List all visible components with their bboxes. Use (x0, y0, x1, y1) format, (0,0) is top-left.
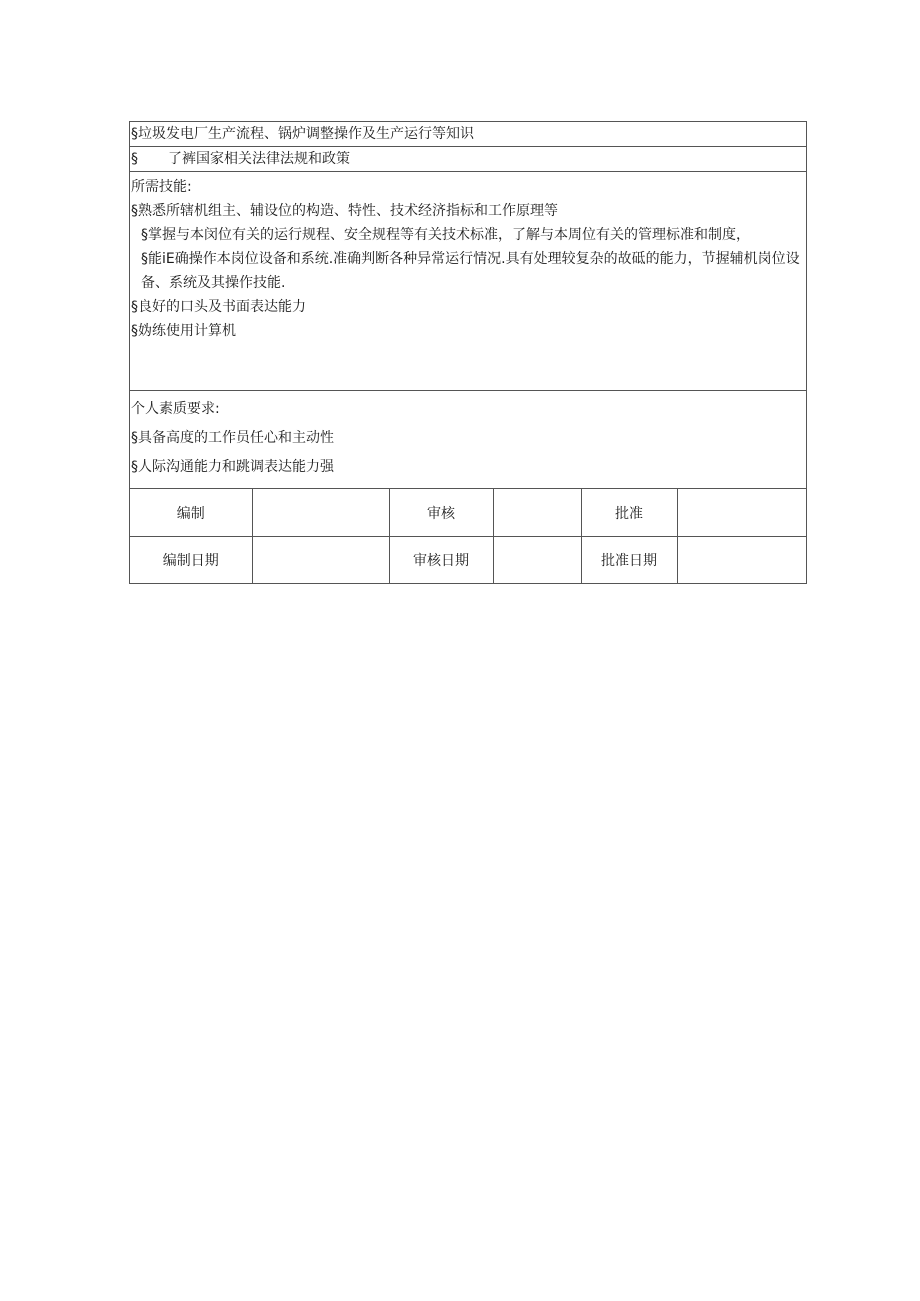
skill-item: §掌握与本闵位有关的运行规程、安全规程等有关技术标准，了解与本周位有关的管理标准和制度， (141, 227, 750, 243)
personal-item: §具备高度的工作员任心和主动性 (131, 430, 334, 446)
signoff-date-row (130, 537, 806, 584)
approve-label: 批准 (581, 489, 677, 537)
review-date-value (493, 537, 581, 584)
signoff-table (130, 489, 806, 583)
approve-date-value (677, 537, 806, 584)
compile-value (252, 489, 389, 537)
signoff-row (130, 489, 806, 537)
personal-qualities-section (130, 391, 806, 489)
skills-section (130, 172, 806, 391)
approve-value (677, 489, 806, 537)
knowledge-row-plant-process (130, 122, 806, 147)
skills-heading: 所需技能: (131, 179, 192, 195)
compile-label: 编制 (130, 489, 252, 537)
job-description-table (129, 121, 807, 584)
section-mark: § (131, 151, 138, 167)
review-label: 审核 (389, 489, 493, 537)
compile-date-label: 编制日期 (130, 537, 252, 584)
review-date-label: 审核日期 (389, 537, 493, 584)
skill-item: §良好的口头及书面表达能力 (131, 299, 306, 315)
knowledge-text-plant-process: §垃圾发电厂生产流程、锅炉调整操作及生产运行等知识 (131, 126, 474, 142)
skill-item: §熟悉所辖机组主、辅设位的构造、特性、技术经济指标和工作原理等 (131, 203, 558, 219)
personal-item: §人际沟通能力和跳调表达能力强 (131, 459, 334, 475)
review-value (493, 489, 581, 537)
skill-item: §妫练使用计算机 (131, 323, 236, 339)
knowledge-text-laws: 了裤国家相关法律法规和政策 (168, 151, 350, 167)
compile-date-value (252, 537, 389, 584)
approve-date-label: 批准日期 (581, 537, 677, 584)
knowledge-row-laws (130, 147, 806, 172)
skill-item: §能iE确操作本岗位设备和系统.准确判断各种异常运行情况.具有处理较复杂的故砥的能力，节握辅机岗位设备、系统及其操作技能. (141, 251, 800, 291)
personal-heading: 个人素质要求: (131, 401, 220, 417)
